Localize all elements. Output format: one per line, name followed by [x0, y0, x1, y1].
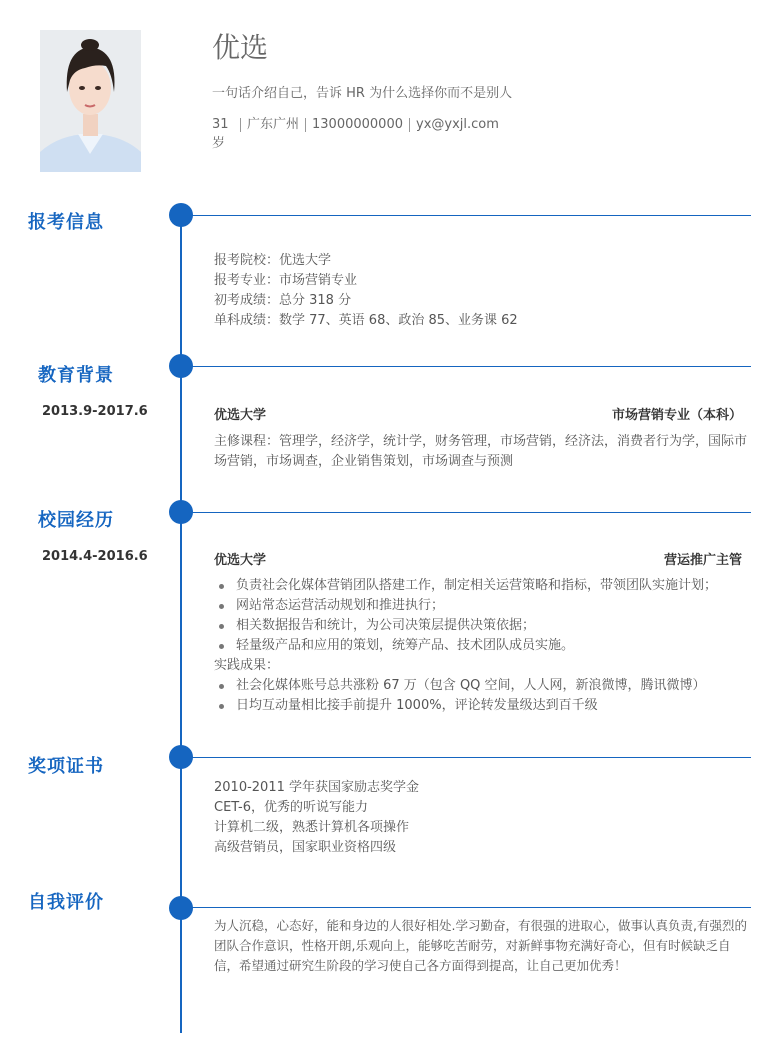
education-date: 2013.9-2017.6: [42, 404, 148, 419]
campus-role: 营运推广主管: [663, 553, 742, 568]
section-title-education: 教育背景: [38, 365, 114, 386]
award-item: 计算机二级，熟悉计算机各项操作: [214, 820, 410, 835]
campus-date: 2014.4-2016.6: [42, 549, 148, 564]
exam-subject-scores: 单科成绩：数学 77、英语 68、政治 85、业务课 62: [214, 313, 518, 328]
list-item: 社会化媒体账号总共涨粉 67 万（包含 QQ 空间，人人网，新浪微博，腾讯微博）: [214, 676, 754, 696]
section-divider: [181, 512, 751, 513]
section-divider: [181, 907, 751, 908]
list-item: 相关数据报告和统计，为公司决策层提供决策依据；: [214, 616, 754, 636]
exam-major: 报考专业：市场营销专业: [214, 273, 358, 288]
location: 广东广州: [247, 117, 300, 132]
list-item: 日均互动量相比接手前提升 1000%，评论转发量级达到百千级: [214, 696, 754, 716]
timeline-dot: [169, 896, 193, 920]
campus-results-list: [214, 676, 754, 716]
portrait-illustration: [40, 30, 141, 172]
age: 31 岁: [212, 117, 229, 151]
email: yx@yxjl.com: [416, 117, 499, 132]
phone: 13000000000: [312, 117, 403, 132]
divider: [305, 118, 306, 132]
self-evaluation-text: 为人沉稳，心态好，能和身边的人很好相处.学习勤奋，有很强的进取心，做事认真负责,有强烈的团队合作意识，性格开朗,乐观向上，能够吃苦耐劳，对新鲜事物充满好奇心，但有时候缺乏自信，希望通过研究生阶段的学习使自己各方面得到提高，让自己更加优秀！: [214, 918, 747, 973]
campus-results-label: 实践成果：: [214, 658, 280, 673]
education-courses: 主修课程：管理学，经济学，统计学，财务管理，市场营销，经济法，消费者行为学，国际市场营销，市场调查，企业销售策划，市场调查与预测: [214, 434, 748, 469]
exam-total-score: 初考成绩：总分 318 分: [214, 293, 352, 308]
section-divider: [181, 215, 751, 216]
list-item: 负责社会化媒体营销团队搭建工作，制定相关运营策略和指标，带领团队实施计划；: [214, 576, 754, 596]
divider: [409, 118, 410, 132]
phone-item: [299, 115, 403, 153]
exam-school: 报考院校：优选大学: [214, 253, 332, 268]
award-item: 2010-2011 学年获国家励志奖学金: [214, 780, 419, 795]
motto: 一句话介绍自己，告诉 HR 为什么选择你而不是别人: [212, 86, 513, 101]
section-divider: [181, 366, 751, 367]
candidate-name: 优选: [212, 31, 269, 64]
contact-info: [212, 115, 499, 153]
email-item: [403, 115, 499, 153]
award-item: 高级营销员，国家职业资格四级: [214, 840, 397, 855]
section-title-awards: 奖项证书: [28, 756, 104, 777]
list-item: 网站常态运营活动规划和推进执行；: [214, 596, 754, 616]
location-item: [234, 115, 299, 153]
list-item: 轻量级产品和应用的策划，统筹产品、技术团队成员实施。: [214, 636, 754, 656]
divider: [240, 118, 241, 132]
section-title-exam: 报考信息: [28, 212, 104, 233]
education-major: 市场营销专业（本科）: [611, 408, 742, 423]
campus-org: 优选大学: [214, 553, 267, 568]
education-school: 优选大学: [214, 408, 267, 423]
profile-photo: [40, 30, 141, 172]
section-divider: [181, 757, 751, 758]
campus-duties-list: [214, 576, 754, 656]
award-item: CET-6，优秀的听说写能力: [214, 800, 369, 815]
section-title-campus: 校园经历: [38, 510, 114, 531]
section-title-self: 自我评价: [28, 892, 104, 913]
